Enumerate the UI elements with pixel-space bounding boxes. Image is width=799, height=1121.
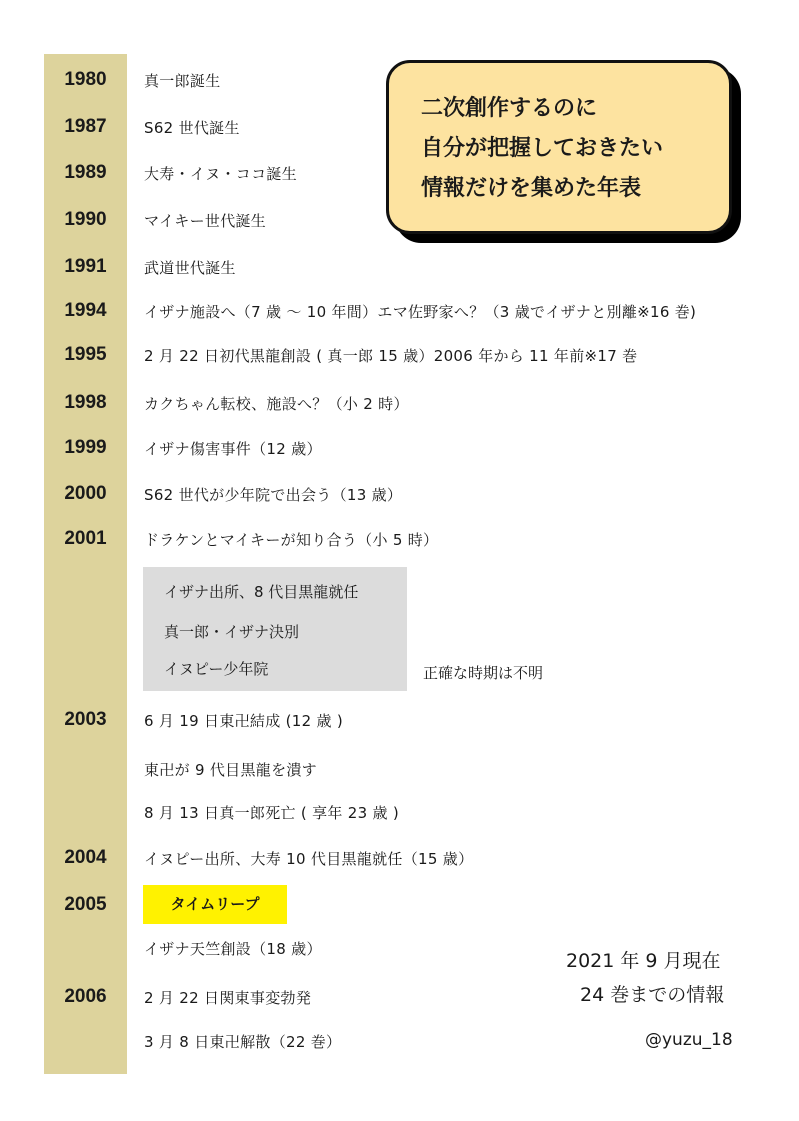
event-draken-mikey-meet: ドラケンとマイキーが知り合う（小 5 時） <box>144 531 439 549</box>
year-1980: 1980 <box>64 69 107 90</box>
year-2001: 2001 <box>64 528 107 549</box>
year-1998: 1998 <box>64 392 107 413</box>
uncertain-event: 真一郎・イザナ決別 <box>164 623 300 641</box>
uncertain-event: イザナ出所、8 代目黒龍就任 <box>164 583 359 601</box>
event-toman-founded: 6 月 19 日東卍結成 (12 歳 ) <box>144 712 344 730</box>
year-2004: 2004 <box>64 847 107 868</box>
year-2003: 2003 <box>64 709 107 730</box>
event-takemichi-gen-birth: 武道世代誕生 <box>144 259 236 277</box>
year-1999: 1999 <box>64 437 107 458</box>
year-1991: 1991 <box>64 256 107 277</box>
event-shinichiro-birth: 真一郎誕生 <box>144 72 221 90</box>
event-s62-birth: S62 世代誕生 <box>144 119 240 137</box>
author-handle: @yuzu_18 <box>645 1030 733 1050</box>
title-line: 自分が把握しておきたい <box>421 136 664 161</box>
title-line: 二次創作するのに <box>421 96 598 121</box>
event-tenjiku-founded: イザナ天竺創設（18 歳） <box>144 940 322 958</box>
uncertain-event: イヌピー少年院 <box>164 660 269 678</box>
event-izana-assault: イザナ傷害事件（12 歳） <box>144 440 322 458</box>
year-2006: 2006 <box>64 986 107 1007</box>
event-toman-disband: 3 月 8 日東卍解散（22 巻） <box>144 1033 342 1051</box>
year-1994: 1994 <box>64 300 107 321</box>
event-shinichiro-death: 8 月 13 日真一郎死亡 ( 享年 23 歳 ) <box>144 804 400 822</box>
year-2000: 2000 <box>64 483 107 504</box>
title-line: 情報だけを集めた年表 <box>421 176 642 201</box>
year-1995: 1995 <box>64 344 107 365</box>
year-1990: 1990 <box>64 209 107 230</box>
year-column <box>44 54 127 1074</box>
event-toman-crush-9th: 東卍が 9 代目黒龍を潰す <box>144 761 317 779</box>
event-kakucho-transfer: カクちゃん転校、施設へ？（小 2 時） <box>144 395 409 413</box>
event-black-dragon-founded: 2 月 22 日初代黒龍創設 ( 真一郎 15 歳）2006 年から 11 年前※17 巻 <box>144 347 638 365</box>
event-izana-facility: イザナ施設へ（7 歳 ～ 10 年間）エマ佐野家へ？（3 歳でイザナと別離※16 巻) <box>144 303 697 321</box>
uncertain-note: 正確な時期は不明 <box>423 664 544 682</box>
event-taiju-inui-koko-birth: 大寿・イヌ・ココ誕生 <box>144 165 298 183</box>
year-2005: 2005 <box>64 894 107 915</box>
event-s62-meet: S62 世代が少年院で出会う（13 歳） <box>144 486 403 504</box>
as-of-date: 2021 年 9 月現在 <box>566 950 721 972</box>
year-1987: 1987 <box>64 116 107 137</box>
year-1989: 1989 <box>64 162 107 183</box>
event-mikey-gen-birth: マイキー世代誕生 <box>144 212 267 230</box>
timeleap-badge: タイムリープ <box>143 885 287 924</box>
event-kanto-incident: 2 月 22 日関東事変勃発 <box>144 989 312 1007</box>
event-taiju-10th-leader: イヌピー出所、大寿 10 代目黒龍就任（15 歳） <box>144 850 474 868</box>
coverage-note: 24 巻までの情報 <box>580 984 725 1006</box>
